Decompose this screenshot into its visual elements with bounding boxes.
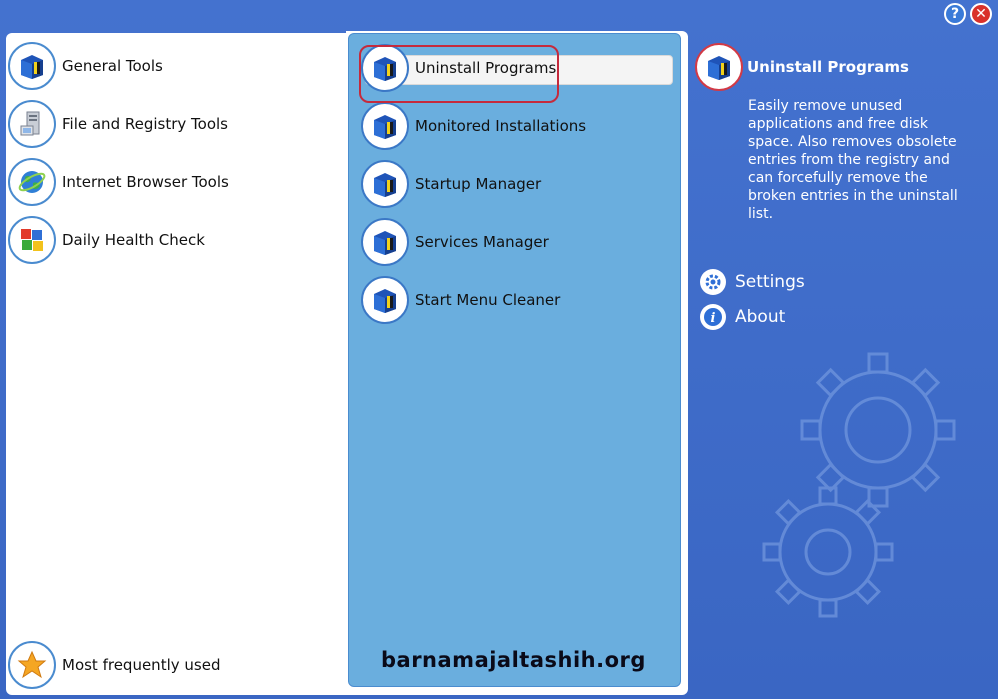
computer-tower-icon <box>8 100 56 148</box>
globe-icon <box>8 158 56 206</box>
most-frequently-used[interactable] <box>8 640 220 690</box>
svg-text:i: i <box>710 311 716 326</box>
category-internet-browser-tools[interactable] <box>8 157 229 207</box>
settings-label: Settings <box>735 272 805 292</box>
highlight-ring <box>359 45 559 103</box>
tool-label: Services Manager <box>415 233 549 251</box>
tool-uninstall-programs[interactable] <box>361 43 556 93</box>
detail-description: Easily remove unused applications and free disk space. Also removes obsolete entries from the registry and can forcefully remove the broken entries in the uninstall list. <box>748 98 958 222</box>
tool-services-manager[interactable] <box>361 217 549 267</box>
category-label: Daily Health Check <box>62 231 205 249</box>
category-label: File and Registry Tools <box>62 115 228 133</box>
tool-label: Startup Manager <box>415 175 542 193</box>
category-label: Internet Browser Tools <box>62 173 229 191</box>
watermark-text: barnamajaltashih.org <box>381 648 646 672</box>
colored-cubes-icon <box>8 216 56 264</box>
settings-link[interactable] <box>700 269 805 295</box>
tool-label: Uninstall Programs <box>415 59 557 77</box>
close-icon: ✕ <box>975 6 987 22</box>
gear-icon <box>700 269 726 295</box>
uninstaller-box-icon <box>361 276 409 324</box>
detail-title: Uninstall Programs <box>747 58 909 76</box>
tool-label: Monitored Installations <box>415 117 587 135</box>
uninstaller-box-icon <box>361 218 409 266</box>
tool-start-menu-cleaner[interactable] <box>361 275 560 325</box>
star-icon <box>8 641 56 689</box>
uninstaller-box-icon <box>361 102 409 150</box>
tool-startup-manager[interactable] <box>361 159 541 209</box>
uninstaller-box-icon <box>695 43 743 91</box>
help-button[interactable] <box>944 3 966 25</box>
category-label: General Tools <box>62 57 163 75</box>
window-controls <box>944 3 992 25</box>
info-icon <box>700 304 726 330</box>
category-file-registry-tools[interactable] <box>8 99 228 149</box>
tools-panel <box>348 33 681 687</box>
about-link[interactable] <box>700 304 785 330</box>
most-frequent-label: Most frequently used <box>62 656 221 674</box>
uninstaller-box-icon <box>8 42 56 90</box>
tool-label: Start Menu Cleaner <box>415 291 561 309</box>
close-button[interactable] <box>970 3 992 25</box>
tool-monitored-installations[interactable] <box>361 101 586 151</box>
help-icon: ? <box>950 6 960 22</box>
uninstaller-box-icon <box>361 160 409 208</box>
about-label: About <box>735 307 786 327</box>
category-general-tools[interactable] <box>8 41 352 91</box>
gears-decoration-icon <box>750 335 996 665</box>
category-daily-health-check[interactable] <box>8 215 205 265</box>
